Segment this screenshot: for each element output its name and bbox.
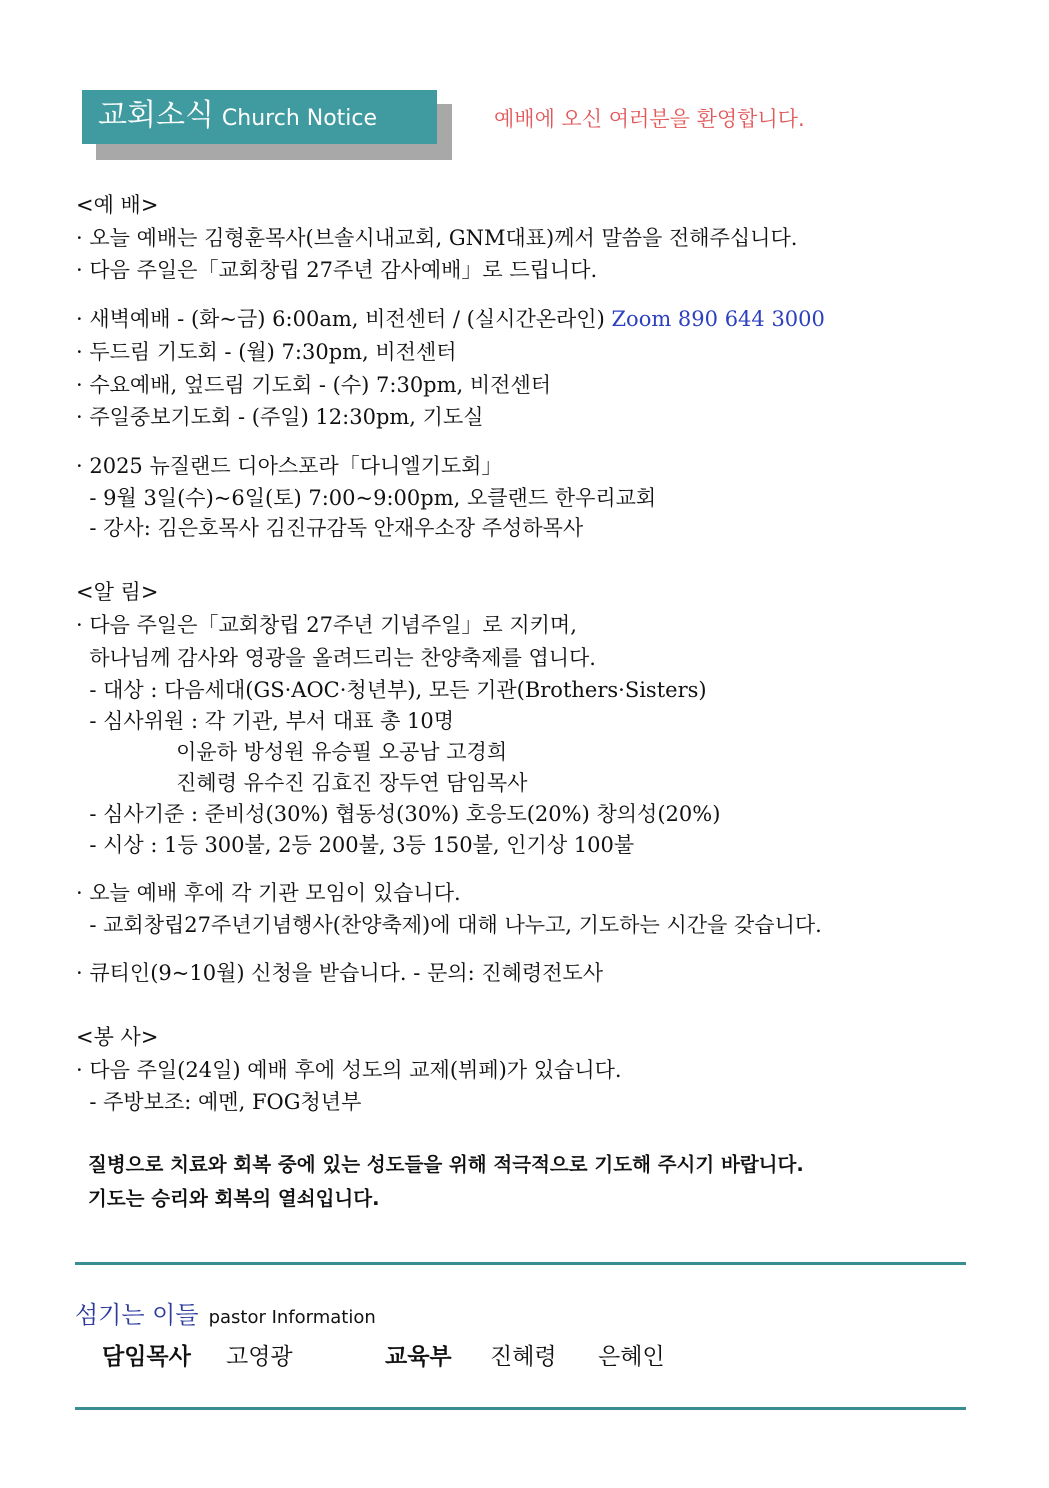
education-name: 은혜인: [598, 1344, 665, 1370]
zoom-link[interactable]: Zoom 890 644 3000: [611, 307, 825, 331]
staff-title-ko: 섬기는 이들: [75, 1301, 199, 1329]
prayer-request: 질병으로 치료와 회복 중에 있는 성도들을 위해 적극적으로 기도해 주시기 바랍니다.: [88, 1153, 804, 1176]
schedule-line: · 주일중보기도회 - (주일) 12:30pm, 기도실: [76, 405, 484, 429]
daniel-line: - 강사: 김은호목사 김진규감독 안재우소장 주성하목사: [76, 516, 584, 540]
notice-line: 진혜령 유수진 김효진 장두연 담임목사: [76, 771, 528, 795]
worship-line: · 다음 주일은「교회창립 27주년 감사예배」로 드립니다.: [76, 258, 598, 282]
notices-heading: <알 림>: [76, 580, 159, 604]
welcome-text: 예배에 오신 여러분을 환영합니다.: [494, 107, 805, 131]
notice-line: - 심사기준 : 준비성(30%) 협동성(30%) 호응도(20%) 창의성(20%): [76, 802, 721, 826]
divider: [75, 1407, 966, 1410]
prayer-request: 기도는 승리와 회복의 열쇠입니다.: [88, 1187, 380, 1210]
notice-line: - 시상 : 1등 300불, 2등 200불, 3등 150불, 인기상 100불: [76, 833, 635, 857]
page-title-ko: 교회소식: [98, 98, 214, 133]
senior-pastor-role: 담임목사: [102, 1344, 191, 1370]
education-role: 교육부: [385, 1344, 452, 1370]
worship-heading: <예 배>: [76, 193, 159, 217]
staff-title-en: pastor Information: [208, 1307, 376, 1328]
notice-line: · 다음 주일은「교회창립 27주년 기념주일」로 지키며,: [76, 613, 577, 637]
education-name: 진혜령: [490, 1344, 557, 1370]
page-title-en: Church Notice: [221, 106, 378, 131]
notice-line: - 대상 : 다음세대(GS·AOC·청년부), 모든 기관(Brothers·Sisters): [76, 678, 707, 702]
worship-line: · 오늘 예배는 김형훈목사(브솔시내교회, GNM대표)께서 말씀을 전해주십니다.: [76, 226, 798, 250]
dawn-prayer-line: [76, 304, 825, 334]
notice-line: 이윤하 방성원 유승필 오공남 고경희: [76, 740, 508, 764]
staff-title: [75, 1298, 376, 1335]
daniel-line: · 2025 뉴질랜드 디아스포라「다니엘기도회」: [76, 454, 503, 478]
schedule-line: · 두드림 기도회 - (월) 7:30pm, 비전센터: [76, 340, 457, 364]
dawn-prayer-text: · 새벽예배 - (화~금) 6:00am, 비전센터 / (실시간온라인): [76, 307, 612, 331]
daniel-line: - 9월 3일(수)~6일(토) 7:00~9:00pm, 오클랜드 한우리교회: [76, 486, 657, 510]
service-heading: <봉 사>: [76, 1025, 159, 1049]
notice-line: - 심사위원 : 각 기관, 부서 대표 총 10명: [76, 709, 455, 733]
divider: [75, 1262, 966, 1265]
meeting-line: - 교회창립27주년기념행사(찬양축제)에 대해 나누고, 기도하는 시간을 갖습니다.: [76, 913, 822, 937]
meeting-line: · 오늘 예배 후에 각 기관 모임이 있습니다.: [76, 881, 461, 905]
service-line: · 다음 주일(24일) 예배 후에 성도의 교제(뷔페)가 있습니다.: [76, 1058, 622, 1082]
notice-line: 하나님께 감사와 영광을 올려드리는 찬양축제를 엽니다.: [76, 646, 596, 670]
schedule-line: · 수요예배, 엎드림 기도회 - (수) 7:30pm, 비전센터: [76, 373, 552, 397]
page-title: [98, 96, 377, 139]
qt-line: · 큐티인(9~10월) 신청을 받습니다. - 문의: 진혜령전도사: [76, 961, 604, 985]
service-line: - 주방보조: 예멘, FOG청년부: [76, 1090, 362, 1114]
senior-pastor-name: 고영광: [226, 1344, 293, 1370]
